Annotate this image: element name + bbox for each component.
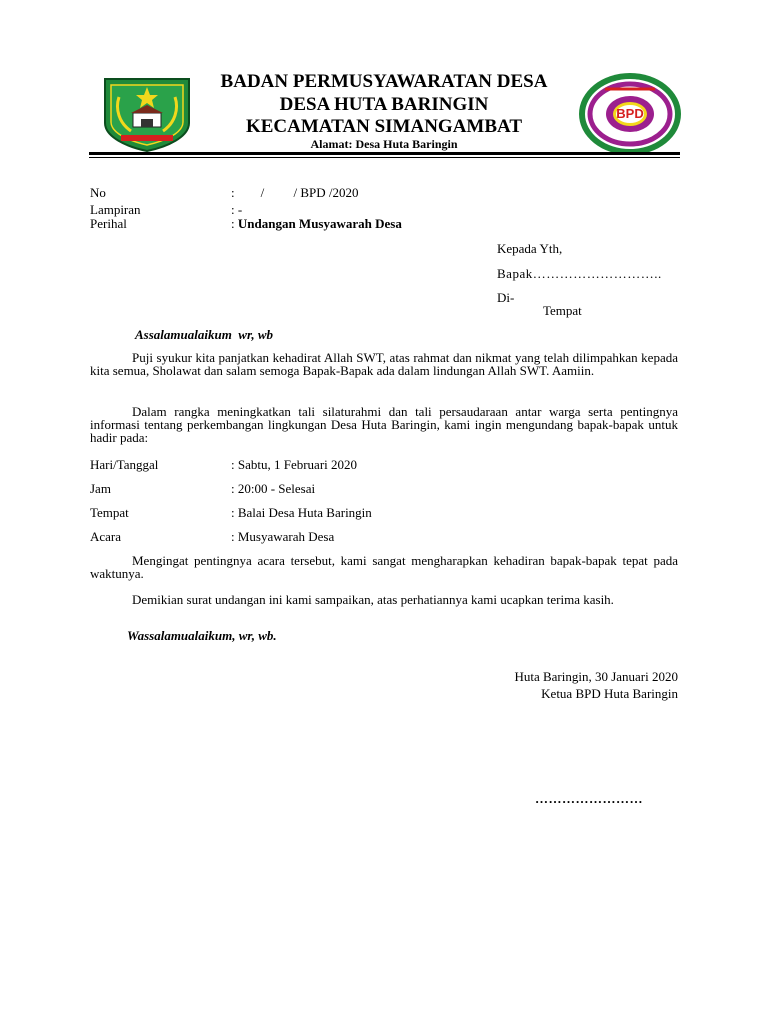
letterhead-rule-thin [89, 157, 680, 158]
letterhead-line-2: DESA HUTA BARINGIN [279, 94, 489, 115]
perihal-row [231, 216, 402, 232]
signature-place-date: Huta Baringin, 30 Januari 2020 [514, 669, 678, 684]
no-label: No [90, 185, 106, 200]
detail-value-jam: : 20:00 - Selesai [231, 481, 316, 496]
salam-opening: Assalamualaikum wr, wb [135, 327, 273, 342]
detail-label-tempat: Tempat [90, 505, 129, 520]
paragraph-4-text: Demikian surat undangan ini kami sampaikan, atas perhatiannya kami ucapkan terima kasih. [132, 592, 614, 607]
signature-position: Ketua BPD Huta Baringin [541, 686, 678, 701]
signature-name: …………………… [535, 791, 643, 806]
paragraph-1-text: Puji syukur kita panjatkan kehadirat Allah SWT, atas rahmat dan nikmat yang telah dilimpahkan kepada kita semua, Sholawat dan salam semoga Bapak-Bapak ada dalam lindungan Allah SWT. Aamiin. [90, 350, 678, 378]
detail-value-tempat: : Balai Desa Huta Baringin [231, 505, 372, 520]
letterhead-line-1: BADAN PERMUSYAWARATAN DESA [220, 71, 548, 92]
letterhead-address: Alamat: Desa Huta Baringin [310, 137, 458, 151]
perihal-value: Undangan Musyawarah Desa [237, 216, 402, 231]
letterhead-line-3: KECAMATAN SIMANGAMBAT [245, 116, 523, 137]
detail-value-hari: : Sabtu, 1 Februari 2020 [231, 457, 358, 472]
lampiran-label: Lampiran [90, 202, 141, 217]
detail-label-hari: Hari/Tanggal [90, 457, 159, 472]
paragraph-3-text: Mengingat pentingnya acara tersebut, kami sangat mengharapkan kehadiran bapak-bapak tepat pada waktunya. [90, 553, 678, 581]
lampiran-value: : - [231, 202, 243, 217]
perihal-colon: : [231, 216, 238, 231]
recipient-tempat: Tempat [543, 303, 582, 318]
paragraph-4 [90, 593, 678, 606]
detail-label-acara: Acara [90, 529, 122, 544]
recipient-di: Di- [497, 290, 515, 305]
detail-value-acara: : Musyawarah Desa [231, 529, 335, 544]
recipient-greeting: Kepada Yth, [497, 241, 563, 256]
perihal-label: Perihal [90, 216, 127, 231]
bpd-logo-label: BPD [616, 106, 644, 121]
paragraph-2 [90, 405, 678, 444]
paragraph-2-text: Dalam rangka meningkatkan tali silaturahmi dan tali persaudaraan antar warga serta pentingnya informasi tentang perkembangan lingkungan Desa Huta Baringin, kami ingin mengundang bapak-bapak untuk hadir pada: [90, 404, 678, 445]
recipient-name: Bapak……………………….. [497, 266, 662, 281]
paragraph-3 [90, 554, 678, 580]
detail-label-jam: Jam [90, 481, 111, 496]
letterhead-rule-thick [89, 152, 680, 155]
no-value: : / / BPD /2020 [231, 185, 359, 200]
salam-closing: Wassalamualaikum, wr, wb. [127, 628, 277, 643]
paragraph-1 [90, 351, 678, 377]
